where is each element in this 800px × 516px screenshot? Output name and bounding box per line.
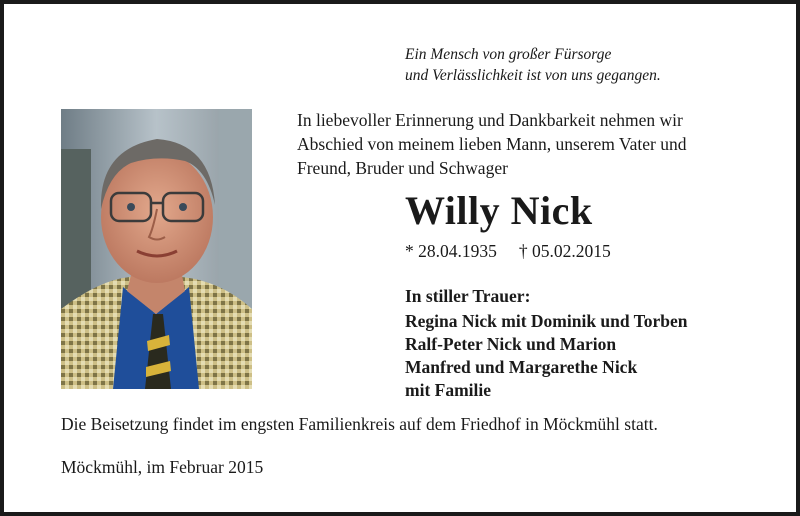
- mourner-line: Ralf-Peter Nick und Marion: [405, 334, 617, 354]
- motto-quote: Ein Mensch von großer Fürsorge und Verlässlichkeit ist von uns gegangen.: [405, 46, 661, 84]
- funeral-note: Die Beisetzung findet im engsten Familienkreis auf dem Friedhof in Möckmühl statt.: [61, 414, 658, 434]
- intro-text: In liebevoller Erinnerung und Dankbarkeit nehmen wir Abschied von meinem lieben Mann, unserem Vater und Freund, Bruder und Schwager: [297, 110, 687, 178]
- deceased-name: Willy Nick: [405, 188, 593, 233]
- life-dates: [405, 240, 611, 262]
- mourner-line: Manfred und Margarethe Nick: [405, 357, 638, 377]
- birth-date: * 28.04.1935: [405, 241, 497, 261]
- mourners-heading: In stiller Trauer:: [405, 286, 531, 306]
- portrait-photo: [61, 109, 252, 389]
- place-and-date: Möckmühl, im Februar 2015: [61, 457, 264, 477]
- mourner-line: mit Familie: [405, 380, 492, 400]
- mourners-block: [405, 285, 688, 402]
- death-date: † 05.02.2015: [518, 241, 611, 261]
- mourner-line: Regina Nick mit Dominik und Torben: [405, 311, 688, 331]
